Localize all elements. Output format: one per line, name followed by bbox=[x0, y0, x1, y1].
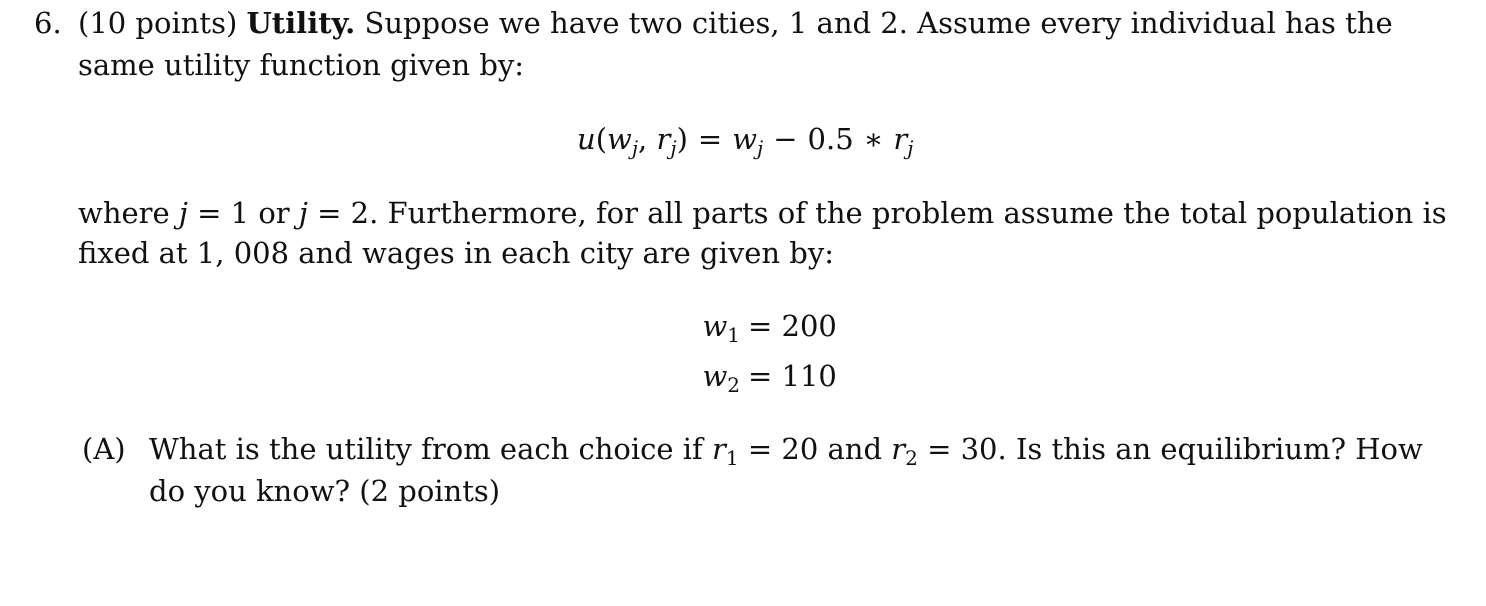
wage-lhs-1 bbox=[680, 309, 740, 352]
eq-u: u bbox=[577, 122, 596, 156]
wage-rhs-2 bbox=[748, 359, 837, 393]
part-a-eq-2: = bbox=[927, 432, 952, 466]
eq-sub-j-3: j bbox=[757, 136, 764, 160]
eq-star: ∗ bbox=[863, 122, 884, 156]
eq-open-paren: ( bbox=[595, 122, 608, 156]
where-j-a: j bbox=[178, 196, 188, 230]
wage-eq-1: = bbox=[748, 309, 773, 343]
where-eq-b: = bbox=[317, 196, 342, 230]
part-a-line-1 bbox=[149, 432, 1423, 475]
wage-var-1: w bbox=[702, 309, 728, 343]
part-a-text-1: What is the utility from each choice if bbox=[149, 432, 703, 466]
wage-sub-2: 2 bbox=[727, 373, 740, 397]
wage-row-1 bbox=[680, 309, 840, 347]
part-a-r1-sub: 1 bbox=[725, 446, 739, 470]
intro-line-2: same utility function given by: bbox=[78, 48, 525, 82]
intro-line-1 bbox=[78, 6, 1393, 40]
part-a-r2-sub: 2 bbox=[905, 446, 918, 470]
where-eq-a: = bbox=[197, 196, 222, 230]
part-a-v1: 20 and bbox=[781, 432, 883, 466]
eq-equals: = bbox=[697, 122, 723, 156]
problem-points: (10 points) bbox=[78, 6, 238, 40]
eq-r: r bbox=[656, 122, 671, 156]
part-a-label: (A) bbox=[82, 432, 126, 466]
wage-eq-2: = bbox=[748, 359, 773, 393]
wage-rhs-1 bbox=[748, 309, 837, 343]
wage-row-2 bbox=[680, 359, 840, 397]
wage-sub-1: 1 bbox=[727, 323, 740, 347]
problem-number: 6. bbox=[34, 6, 62, 40]
wage-value-1: 200 bbox=[781, 309, 837, 343]
part-a-rest: 30. Is this an equilibrium? How bbox=[960, 432, 1423, 466]
part-a-line-2: do you know? (2 points) bbox=[149, 474, 501, 508]
wage-lhs-2 bbox=[680, 359, 740, 402]
where-word: where bbox=[78, 196, 170, 230]
where-line-1 bbox=[78, 196, 1447, 230]
eq-w: w bbox=[607, 122, 632, 156]
eq-sub-j-1: j bbox=[631, 136, 639, 160]
eq-coef: 0.5 bbox=[807, 122, 854, 156]
part-a-r1: r bbox=[712, 432, 726, 466]
wage-var-2: w bbox=[702, 359, 728, 393]
eq-sub-j-4: j bbox=[907, 136, 914, 160]
eq-minus: − bbox=[773, 122, 798, 156]
eq-w-2: w bbox=[732, 122, 758, 156]
utility-equation bbox=[577, 122, 913, 165]
where-j-b: j bbox=[298, 196, 308, 230]
problem-title: Utility. bbox=[246, 6, 356, 40]
part-a-eq-1: = bbox=[747, 432, 773, 466]
where-rest: 2. Furthermore, for all parts of the problem assume the total population is bbox=[350, 196, 1447, 230]
intro-text-1: Suppose we have two cities, 1 and 2. Assume every individual has the bbox=[364, 6, 1393, 40]
wage-value-2: 110 bbox=[781, 359, 837, 393]
eq-sub-j-2: j bbox=[670, 136, 677, 160]
where-line-2: fixed at 1, 008 and wages in each city are given by: bbox=[78, 236, 835, 270]
where-one: 1 or bbox=[230, 196, 290, 230]
eq-close-paren: ) bbox=[676, 122, 688, 156]
part-a-r2: r bbox=[891, 432, 906, 466]
eq-r-2: r bbox=[893, 122, 908, 156]
eq-comma: , bbox=[638, 122, 657, 156]
